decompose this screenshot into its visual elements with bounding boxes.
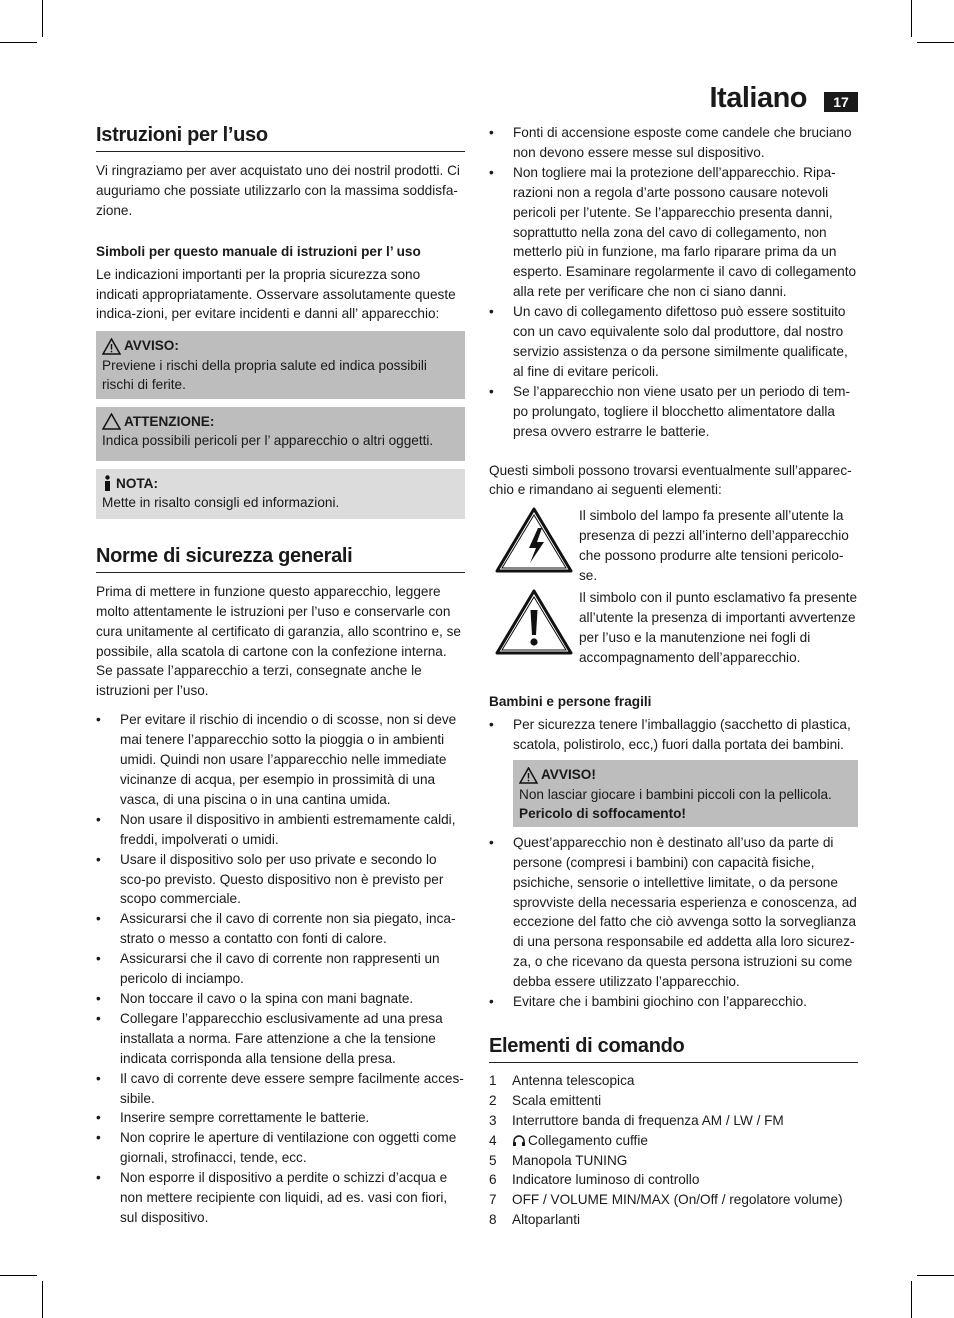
safety-intro: Prima di mettere in funzione questo apparecchio, leggere molto attentamente le istruzioni per l’uso e conservarle con cura unitamente al certificato di garanzia, allo scontrino e, se possibile, alla scatola di cartone con la confezione interna. Se passate l’apparecchio a terzi, consegnate anche le istruzioni per l’uso. xyxy=(96,583,461,699)
info-icon xyxy=(102,475,113,492)
avviso-choking-title: AVVISO! xyxy=(541,767,596,783)
symbols-heading: Simboli per questo manuale di istruzioni per l’ uso xyxy=(96,243,421,259)
headphones-icon xyxy=(512,1134,526,1147)
avviso-choking-text: Non lasciar giocare i bambini piccoli con la pellicola. xyxy=(519,786,832,802)
list-item: • Se l’apparecchio non viene usato per un periodo di tem-po prolungato, togliere il blocchetto alimentatore dalla presa ovvero estrarre le batterie. xyxy=(489,382,858,442)
crop-mark xyxy=(0,1275,37,1276)
nota-text: Mette in risalto consigli ed informazioni. xyxy=(102,495,340,511)
crop-mark xyxy=(42,1281,43,1318)
crop-mark xyxy=(911,0,912,37)
crop-mark xyxy=(42,0,43,37)
warning-triangle-icon xyxy=(102,338,121,355)
list-item: • Un cavo di collegamento difettoso può essere sostituito con un cavo equivalente solo dal produttore, dal nostro servizio assistenza o da persone similmente qualificate, al fine di evitare pericoli. xyxy=(489,302,858,382)
lightning-warning-icon xyxy=(494,506,574,574)
crop-mark xyxy=(911,1281,912,1318)
nota-box xyxy=(96,469,465,519)
nota-title: NOTA: xyxy=(116,475,159,491)
crop-mark xyxy=(0,42,37,43)
exclamation-symbol-text: Il simbolo con il punto esclamativo fa presente all’utente la presenza di importanti avvertenze per l’uso e la manutenzione nei fogli di accompagnamento dell’apparecchio. xyxy=(579,589,858,665)
list-item: • Inserire sempre correttamente le batterie. xyxy=(96,1108,465,1128)
page-language-title: Italiano xyxy=(709,82,807,114)
section-title-controls: Elementi di comando xyxy=(489,1033,858,1063)
list-item: 6 Indicatore luminoso di controllo xyxy=(489,1172,700,1188)
warning-triangle-icon xyxy=(519,767,538,784)
intro-paragraph: Vi ringraziamo per aver acquistato uno dei nostril prodotti. Ci auguriamo che possiate utilizzarlo con la massima soddisfa-zione. xyxy=(96,163,460,218)
list-item: • Collegare l’apparecchio esclusivamente ad una presa installata a norma. Fare attenzione a che la tensione indicata corrisponda alla tensione della presa. xyxy=(96,1009,465,1069)
attenzione-text: Indica possibili pericoli per l’ apparecchio o altri oggetti. xyxy=(102,433,434,449)
avviso-box xyxy=(96,331,465,399)
symbols-intro: Questi simboli possono trovarsi eventualmente sull’apparec-chio e rimandano ai seguenti elementi: xyxy=(489,462,852,498)
crop-mark xyxy=(917,1275,954,1276)
section-title-instructions: Istruzioni per l’uso xyxy=(96,122,465,152)
safety-bullet-list-continued xyxy=(489,123,858,442)
attenzione-box xyxy=(96,407,465,461)
controls-list xyxy=(489,1071,858,1230)
list-item: • Non usare il dispositivo in ambienti estremamente caldi, freddi, impolverati o umidi. xyxy=(96,810,465,850)
list-item: 1 Antenna telescopica xyxy=(489,1072,635,1088)
exclamation-warning-icon xyxy=(494,588,574,656)
left-column xyxy=(96,122,465,1228)
list-item: • Usare il dispositivo solo per uso private e secondo lo sco-po previsto. Questo dispositivo non è previsto per scopo commerciale. xyxy=(96,850,465,910)
attenzione-title: ATTENZIONE: xyxy=(124,413,215,429)
list-item: • Per evitare il rischio di incendio o di scosse, non si deve mai tenere l’apparecchio sotto la pioggia o in ambienti umidi. Quindi non usare l’apparecchio nelle immediate vicinanze di acqua, per esempio in prossimità di una vasca, di una piscina o in una cantina umida. xyxy=(96,710,465,810)
list-item: • Non esporre il dispositivo a perdite o schizzi d’acqua e non mettere recipiente con liquidi, ad es. vasi con fiori, sul dispositivo. xyxy=(96,1168,465,1228)
list-item: • Fonti di accensione esposte come candele che bruciano non devono essere messe sul dispositivo. xyxy=(489,123,858,163)
list-item: • Quest’apparecchio non è destinato all’uso da parte di persone (compresi i bambini) con capacità fisiche, psichiche, sensorie o intellettive limitate, o da persone sprovviste della necessaria esperienza e conoscenza, ad eccezione del fatto che ciò avvenga sotto la sorveglianza di una persona responsabile ed addetta alla loro sicurez-za, o che ricevano da questa persona istruzioni su come debba essere utilizzato l’apparecchio. xyxy=(489,833,858,992)
lightning-symbol-row xyxy=(489,506,858,586)
children-heading: Bambini e persone fragili xyxy=(489,693,652,709)
section-title-safety: Norme di sicurezza generali xyxy=(96,543,465,573)
children-bullet-list xyxy=(489,715,858,755)
list-item: 7 OFF / VOLUME MIN/MAX (On/Off / regolatore volume) xyxy=(489,1192,843,1208)
list-item: • Assicurarsi che il cavo di corrente non sia piegato, inca-strato o messo a contatto con fonti di calore. xyxy=(96,909,465,949)
symbols-paragraph: Le indicazioni importanti per la propria sicurezza sono indicati appropriatamente. Osservare assolutamente queste indica-zioni, per evitare incidenti e danni all’ apparecchio: xyxy=(96,266,456,322)
lightning-symbol-text: Il simbolo del lampo fa presente all’utente la presenza di pezzi all’interno dell’apparecchio che possono produrre alte tensioni pericolo-se. xyxy=(579,508,849,584)
exclamation-symbol-row xyxy=(489,588,858,668)
list-item: 3 Interruttore banda di frequenza AM / LW / FM xyxy=(489,1112,784,1128)
avviso-text: Previene i rischi della propria salute ed indica possibili rischi di ferite. xyxy=(102,357,427,393)
list-item: • Non coprire le aperture di ventilazione con oggetti come giornali, strofinacci, tende, ecc. xyxy=(96,1128,465,1168)
list-item: • Il cavo di corrente deve essere sempre facilmente acces-sibile. xyxy=(96,1069,465,1109)
list-item: • Non toccare il cavo o la spina con mani bagnate. xyxy=(96,989,465,1009)
list-item: 5 Manopola TUNING xyxy=(489,1152,628,1168)
warning-triangle-icon xyxy=(102,413,121,430)
list-item: • Non togliere mai la protezione dell’apparecchio. Ripa-razioni non a regola d’arte possono causare notevoli pericoli per l’utente. Se l’apparecchio presenta danni, soprattutto nella zona del cavo di collegamento, non metterlo più in funzione, ma farlo riparare prima da un esperto. Esaminare regolarmente il cavo di collegamento alla rete per verificare che non ci siano danni. xyxy=(489,163,858,302)
page-number: 17 xyxy=(824,92,858,112)
avviso-choking-bold: Pericolo di soffocamento! xyxy=(519,806,686,822)
avviso-choking-box xyxy=(513,760,858,827)
right-column xyxy=(489,123,858,1230)
list-item: 8 Altoparlanti xyxy=(489,1212,581,1228)
list-item: • Assicurarsi che il cavo di corrente non rappresenti un pericolo di inciampo. xyxy=(96,949,465,989)
safety-bullet-list xyxy=(96,710,465,1228)
avviso-title: AVVISO: xyxy=(124,338,179,354)
crop-mark xyxy=(917,42,954,43)
list-item: 2 Scala emittenti xyxy=(489,1092,602,1108)
list-item: • Per sicurezza tenere l’imballaggio (sacchetto di plastica, scatola, polistirolo, ecc,) fuori dalla portata dei bambini. xyxy=(489,715,858,755)
list-item: • Evitare che i bambini giochino con l’apparecchio. xyxy=(489,992,858,1012)
children-bullet-list-2 xyxy=(489,833,858,1012)
list-item: 4 Collegamento cuffie xyxy=(489,1132,648,1148)
